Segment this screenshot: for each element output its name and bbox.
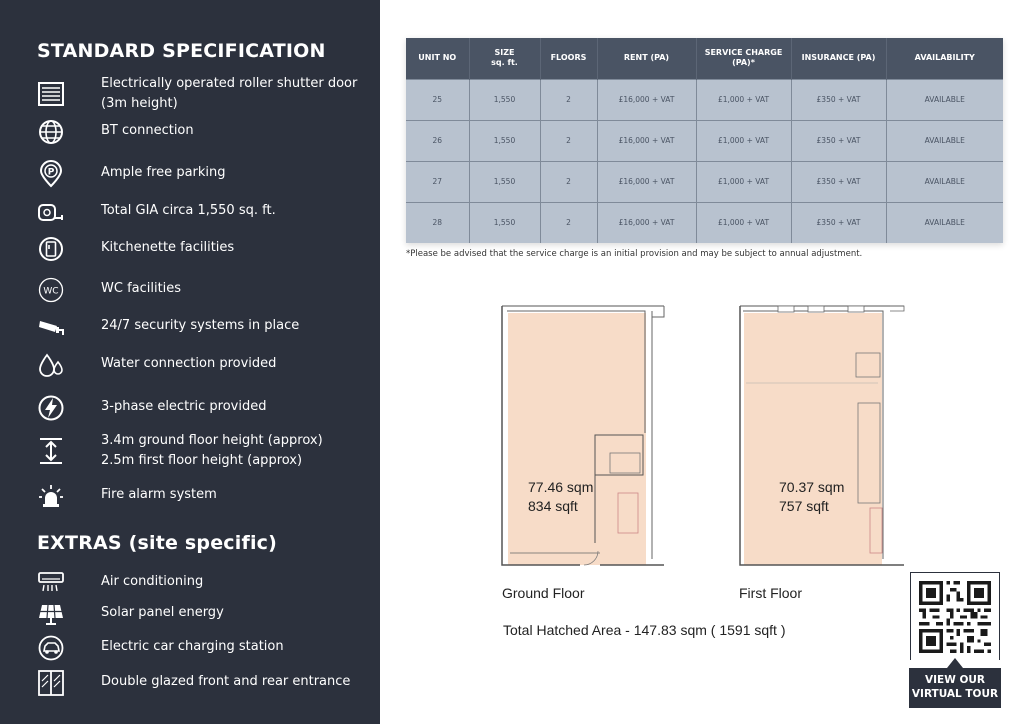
tape-measure-icon (37, 198, 65, 226)
cell-service-charge: £1,000 + VAT (696, 202, 791, 243)
total-hatched-area: Total Hatched Area - 147.83 sqm ( 1591 sqft ) (503, 622, 786, 638)
cell-size: 1,550 (469, 120, 540, 161)
cell-availability: AVAILABLE (886, 79, 1003, 120)
table-header-row (406, 38, 1003, 79)
cell-unit-no: 25 (406, 79, 469, 120)
spec-text: Double glazed front and rear entrance (101, 674, 351, 689)
spec-text: Electric car charging station (101, 639, 284, 654)
units-table (406, 38, 1003, 243)
service-charge-footnote: *Please be advised that the service charge is an initial provision and may be subject to annual adjustment. (406, 249, 863, 259)
cell-service-charge: £1,000 + VAT (696, 161, 791, 202)
standard-spec-heading: STANDARD SPECIFICATION (37, 40, 326, 62)
cell-insurance: £350 + VAT (791, 202, 886, 243)
cell-rent: £16,000 + VAT (597, 202, 696, 243)
table-row (406, 202, 1003, 243)
water-drops-icon (37, 351, 65, 379)
cctv-camera-icon (37, 313, 65, 341)
col-header-availability: AVAILABILITY (886, 38, 1003, 79)
cell-availability: AVAILABLE (886, 202, 1003, 243)
svg-text:P: P (47, 167, 55, 178)
ev-charging-icon (37, 634, 65, 662)
spec-text: BT connection (101, 123, 194, 138)
roller-shutter-icon (37, 80, 65, 108)
ground-floor-plan (500, 303, 668, 569)
height-arrows-icon (37, 437, 65, 465)
spec-text: 3.4m ground floor height (approx) 2.5m first floor height (approx) (101, 433, 323, 468)
view-virtual-tour-button[interactable]: VIEW OUR VIRTUAL TOUR (909, 668, 1001, 708)
cell-service-charge: £1,000 + VAT (696, 79, 791, 120)
ground-floor-label: Ground Floor (502, 585, 585, 601)
first-floor-area: 70.37 sqm 757 sqft (779, 479, 845, 514)
cell-floors: 2 (540, 79, 597, 120)
spec-text: Water connection provided (101, 356, 277, 371)
fire-alarm-icon (37, 482, 65, 510)
spec-text: 3-phase electric provided (101, 399, 267, 414)
table-row (406, 161, 1003, 202)
cell-availability: AVAILABLE (886, 161, 1003, 202)
cell-size: 1,550 (469, 161, 540, 202)
cell-rent: £16,000 + VAT (597, 120, 696, 161)
cell-insurance: £350 + VAT (791, 79, 886, 120)
spec-text: Air conditioning (101, 574, 204, 589)
col-header-floors: FLOORS (540, 38, 597, 79)
first-floor-plan (738, 303, 906, 569)
cell-size: 1,550 (469, 202, 540, 243)
specification-sidebar (0, 0, 380, 724)
extras-heading: EXTRAS (site specific) (37, 532, 278, 554)
globe-icon (37, 118, 65, 146)
spec-text: Solar panel energy (101, 605, 224, 620)
air-conditioner-icon (37, 569, 65, 597)
spec-text: 24/7 security systems in place (101, 318, 300, 333)
col-header-service-charge: SERVICE CHARGE (PA)* (696, 38, 791, 79)
spec-text: Ample free parking (101, 165, 226, 180)
cell-service-charge: £1,000 + VAT (696, 120, 791, 161)
lightning-bolt-icon (37, 394, 65, 422)
cell-unit-no: 26 (406, 120, 469, 161)
solar-panel-icon (37, 600, 65, 628)
spec-text: WC facilities (101, 281, 182, 296)
cell-insurance: £350 + VAT (791, 120, 886, 161)
cell-floors: 2 (540, 161, 597, 202)
double-glazed-window-icon (37, 669, 65, 697)
col-header-size: SIZE sq. ft. (469, 38, 540, 79)
spec-text: Total GIA circa 1,550 sq. ft. (101, 203, 276, 218)
wc-icon (37, 276, 65, 304)
fridge-icon (37, 235, 65, 263)
spec-text: Kitchenette facilities (101, 240, 235, 255)
parking-pin-icon (37, 160, 65, 188)
col-header-insurance: INSURANCE (PA) (791, 38, 886, 79)
col-header-unit-no: UNIT NO (406, 38, 469, 79)
table-row (406, 79, 1003, 120)
table-row (406, 120, 1003, 161)
virtual-tour-qr-code[interactable] (910, 572, 1000, 660)
spec-text: Electrically operated roller shutter door (3m height) (101, 76, 358, 111)
ground-floor-area: 77.46 sqm 834 sqft (528, 479, 594, 514)
cell-insurance: £350 + VAT (791, 161, 886, 202)
cell-unit-no: 27 (406, 161, 469, 202)
first-floor-label: First Floor (739, 585, 802, 601)
tour-pointer-arrow (947, 658, 963, 668)
cell-floors: 2 (540, 120, 597, 161)
cell-unit-no: 28 (406, 202, 469, 243)
cell-rent: £16,000 + VAT (597, 161, 696, 202)
cell-availability: AVAILABLE (886, 120, 1003, 161)
svg-text:WC: WC (43, 286, 59, 297)
cell-size: 1,550 (469, 79, 540, 120)
col-header-rent: RENT (PA) (597, 38, 696, 79)
cell-rent: £16,000 + VAT (597, 79, 696, 120)
cell-floors: 2 (540, 202, 597, 243)
spec-text: Fire alarm system (101, 487, 217, 502)
